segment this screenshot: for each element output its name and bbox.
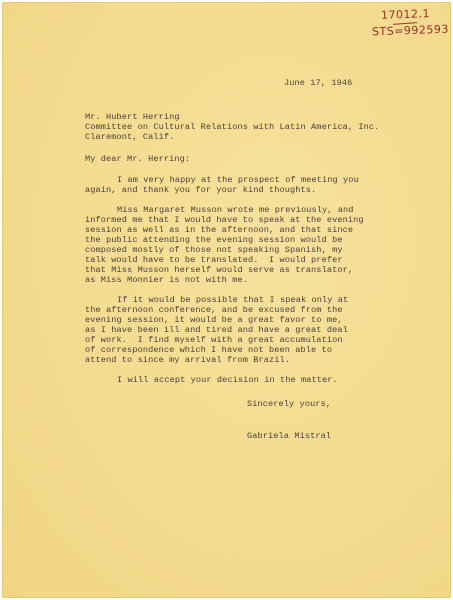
- recipient-organization: Committee on Cultural Relations with Latin America, Inc.: [85, 122, 380, 132]
- paragraph-line: Miss Margaret Musson wrote me previously, and: [117, 205, 354, 215]
- closing: Sincerely yours,: [247, 399, 332, 409]
- paragraph-4: I will accept your decision in the matter.: [117, 375, 338, 385]
- paragraph-line: again, and thank you for your kind thoughts.: [85, 185, 317, 195]
- recipient-name: Mr. Hubert Herring: [85, 112, 180, 122]
- paragraph-line: talk would have to be translated. I would prefer: [85, 255, 343, 265]
- paragraph-line: of work. I find myself with a great accumulation: [85, 335, 343, 345]
- paragraph-line: composed mostly of those not speaking Spanish, my: [85, 245, 343, 255]
- paragraph-line: If it would be possible that I speak only at: [117, 295, 349, 305]
- letter-date: June 17, 1946: [284, 78, 353, 88]
- paragraph-line: evening session, it would be a great favor to me,: [85, 315, 343, 325]
- paragraph-line: of correspondence which I have not been able to: [85, 345, 333, 355]
- paragraph-line: the public attending the evening session would be: [85, 235, 343, 245]
- paragraph-line: the afternoon conference, and be excused from the: [85, 305, 343, 315]
- handwritten-catalog-number: 17012.1: [380, 7, 431, 22]
- signature-name: Gabriela Mistral: [247, 431, 332, 441]
- paragraph-line: session as well as in the afternoon, and that since: [85, 225, 354, 235]
- paragraph-line: as I have been ill and tired and have a great deal: [85, 325, 348, 335]
- paragraph-line: I am very happy at the prospect of meeting you: [117, 175, 359, 185]
- handwritten-system-number: STS=992593: [371, 22, 450, 39]
- paragraph-line: as Miss Monnier is not with me.: [85, 275, 248, 285]
- recipient-city: Claremont, Calif.: [85, 132, 175, 142]
- salutation: My dear Mr. Herring:: [85, 154, 191, 164]
- paragraph-line: attend to since my arrival from Brazil.: [85, 355, 291, 365]
- paragraph-line: that Miss Musson herself would serve as translator,: [85, 265, 354, 275]
- paragraph-line: informed me that I would have to speak at the evening: [85, 215, 364, 225]
- letter-page: [2, 2, 451, 598]
